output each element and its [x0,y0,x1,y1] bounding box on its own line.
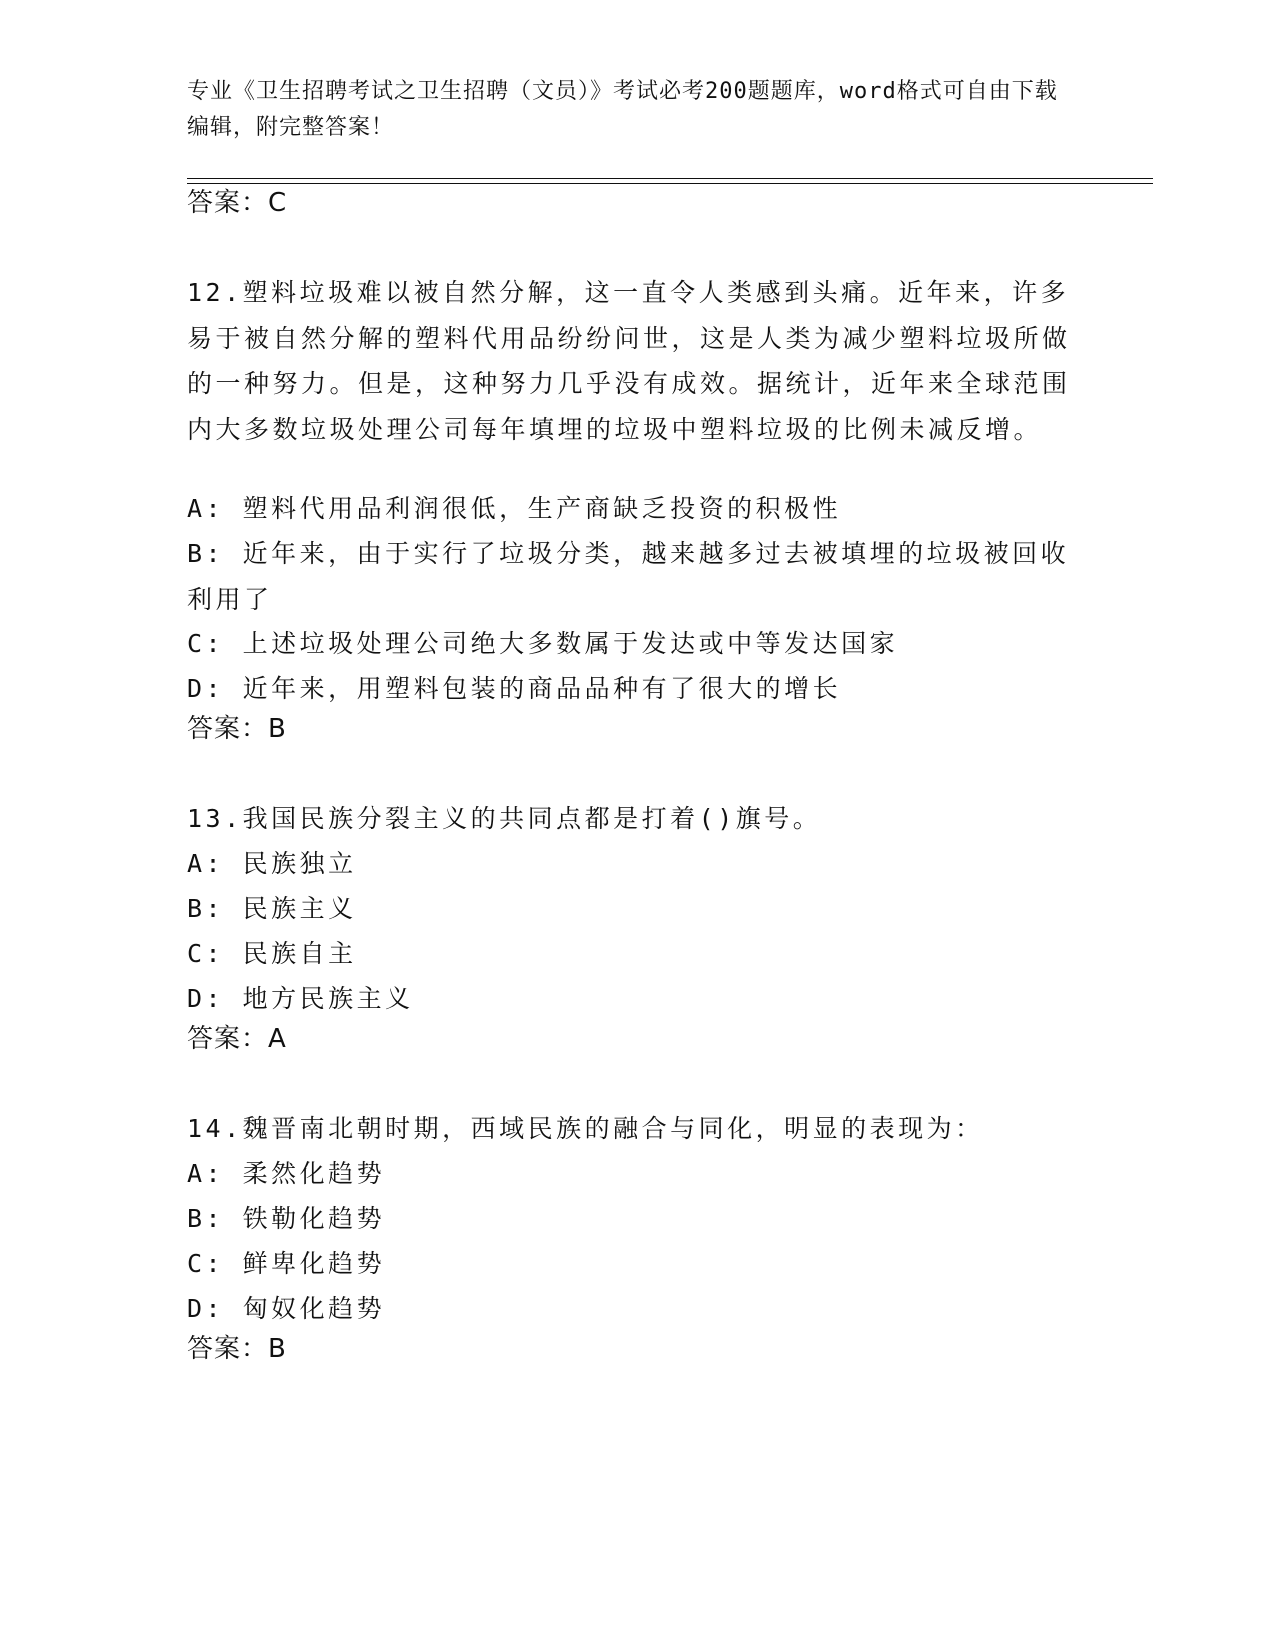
question-13-option-b: B: 民族主义 [187,894,357,923]
document-header: 专业《卫生招聘考试之卫生招聘（文员）》考试必考200题题库，word格式可自由下载编辑，附完整答案！ [187,79,1058,140]
answer-q13: 答案：A [187,1024,287,1054]
question-12-option-c: C: 上述垃圾处理公司绝大多数属于发达或中等发达国家 [187,629,899,658]
question-12-stem: 12.塑料垃圾难以被自然分解，这一直令人类感到头痛。近年来，许多易于被自然分解的塑料代用品纷纷问世，这是人类为减少塑料垃圾所做的一种努力。但是，这种努力几乎没有成效。据统计，近年来全球范围内大多数垃圾处理公司每年填埋的垃圾中塑料垃圾的比例未减反增。 [187,278,1071,444]
question-13-option-d: D: 地方民族主义 [187,984,414,1013]
question-12-option-d: D: 近年来，用塑料包装的商品品种有了很大的增长 [187,674,842,703]
question-14-option-a: A: 柔然化趋势 [187,1159,386,1188]
question-14-option-d: D: 匈奴化趋势 [187,1294,386,1323]
question-12-option-b: B: 近年来，由于实行了垃圾分类，越来越多过去被填埋的垃圾被回收利用了 [187,539,1070,614]
question-13-option-c: C: 民族自主 [187,939,357,968]
question-14-option-b: B: 铁勒化趋势 [187,1204,386,1233]
question-12-option-a: A: 塑料代用品利润很低，生产商缺乏投资的积极性 [187,494,842,523]
header-divider-top [187,178,1153,179]
answer-q12: 答案：B [187,714,287,744]
question-14-stem: 14.魏晋南北朝时期，西域民族的融合与同化，明显的表现为： [187,1114,984,1143]
question-13-option-a: A: 民族独立 [187,849,357,878]
header-divider-bottom [187,183,1153,184]
answer-q14: 答案：B [187,1334,287,1364]
answer-q11: 答案：C [187,188,288,218]
question-13-stem: 13.我国民族分裂主义的共同点都是打着()旗号。 [187,804,822,833]
question-14-option-c: C: 鲜卑化趋势 [187,1249,386,1278]
